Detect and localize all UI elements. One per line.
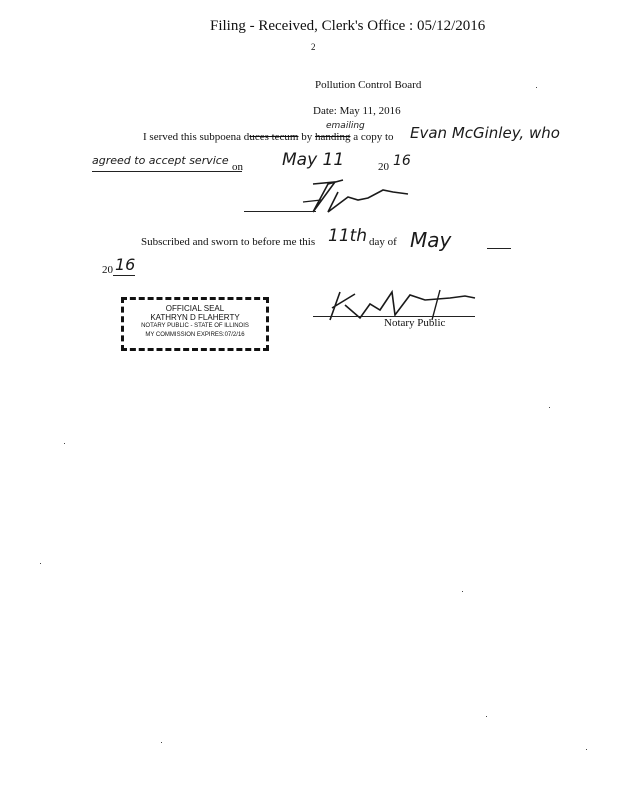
notary-seal [121, 297, 269, 351]
seal-line-state: NOTARY PUBLIC - STATE OF ILLINOIS [141, 323, 249, 329]
scan-speck [64, 443, 65, 444]
server-signature-line [244, 211, 316, 212]
scan-speck [586, 749, 587, 750]
scan-speck [536, 87, 537, 88]
seal-line-official: OFFICIAL SEAL [165, 304, 225, 313]
year2-underline [113, 275, 135, 276]
handwritten-month-sworn: May [410, 228, 452, 252]
handwritten-day: 11th [328, 226, 368, 246]
handwritten-year-sworn: 16 [115, 255, 136, 274]
struck-duces-tecum: uces tecum [249, 131, 299, 143]
served-by: by [298, 131, 315, 143]
server-signature [243, 172, 413, 232]
seal-line-name: KATHRYN D FLAHERTY [150, 313, 240, 322]
scan-speck [161, 742, 162, 743]
agreed-underline [92, 171, 242, 172]
scan-speck [40, 563, 41, 564]
handwritten-year: 16 [393, 153, 411, 169]
handwritten-emailing: emailing [326, 121, 365, 131]
struck-handing: handing [315, 131, 351, 143]
handwritten-recipient-name: Evan McGinley, who [410, 124, 560, 142]
scan-speck [462, 591, 463, 592]
year-prefix: 20 [378, 161, 389, 173]
served-copy: a copy to [350, 131, 394, 143]
on-label: on [232, 161, 243, 173]
subscribed-statement: Subscribed and sworn to before me this [141, 236, 316, 248]
handwritten-service-month: May 11 [282, 150, 345, 170]
scan-speck [486, 716, 487, 717]
scan-speck [549, 407, 550, 408]
month-blank-line [487, 248, 511, 249]
page-number: 2 [311, 42, 316, 52]
day-of-label: day of [369, 236, 397, 248]
year2-prefix: 20 [102, 264, 113, 276]
filing-stamp: Filing - Received, Clerk's Office : 05/12/2016 [210, 18, 486, 34]
seal-line-expires: MY COMMISSION EXPIRES:07/2/16 [145, 332, 245, 338]
served-prefix: I served this subpoena d [143, 131, 250, 143]
agency-name: Pollution Control Board [315, 79, 422, 91]
handwritten-agreed-service: agreed to accept service [92, 154, 229, 167]
notary-public-label: Notary Public [384, 317, 446, 329]
served-statement [143, 131, 394, 143]
date-line: Date: May 11, 2016 [313, 105, 401, 117]
